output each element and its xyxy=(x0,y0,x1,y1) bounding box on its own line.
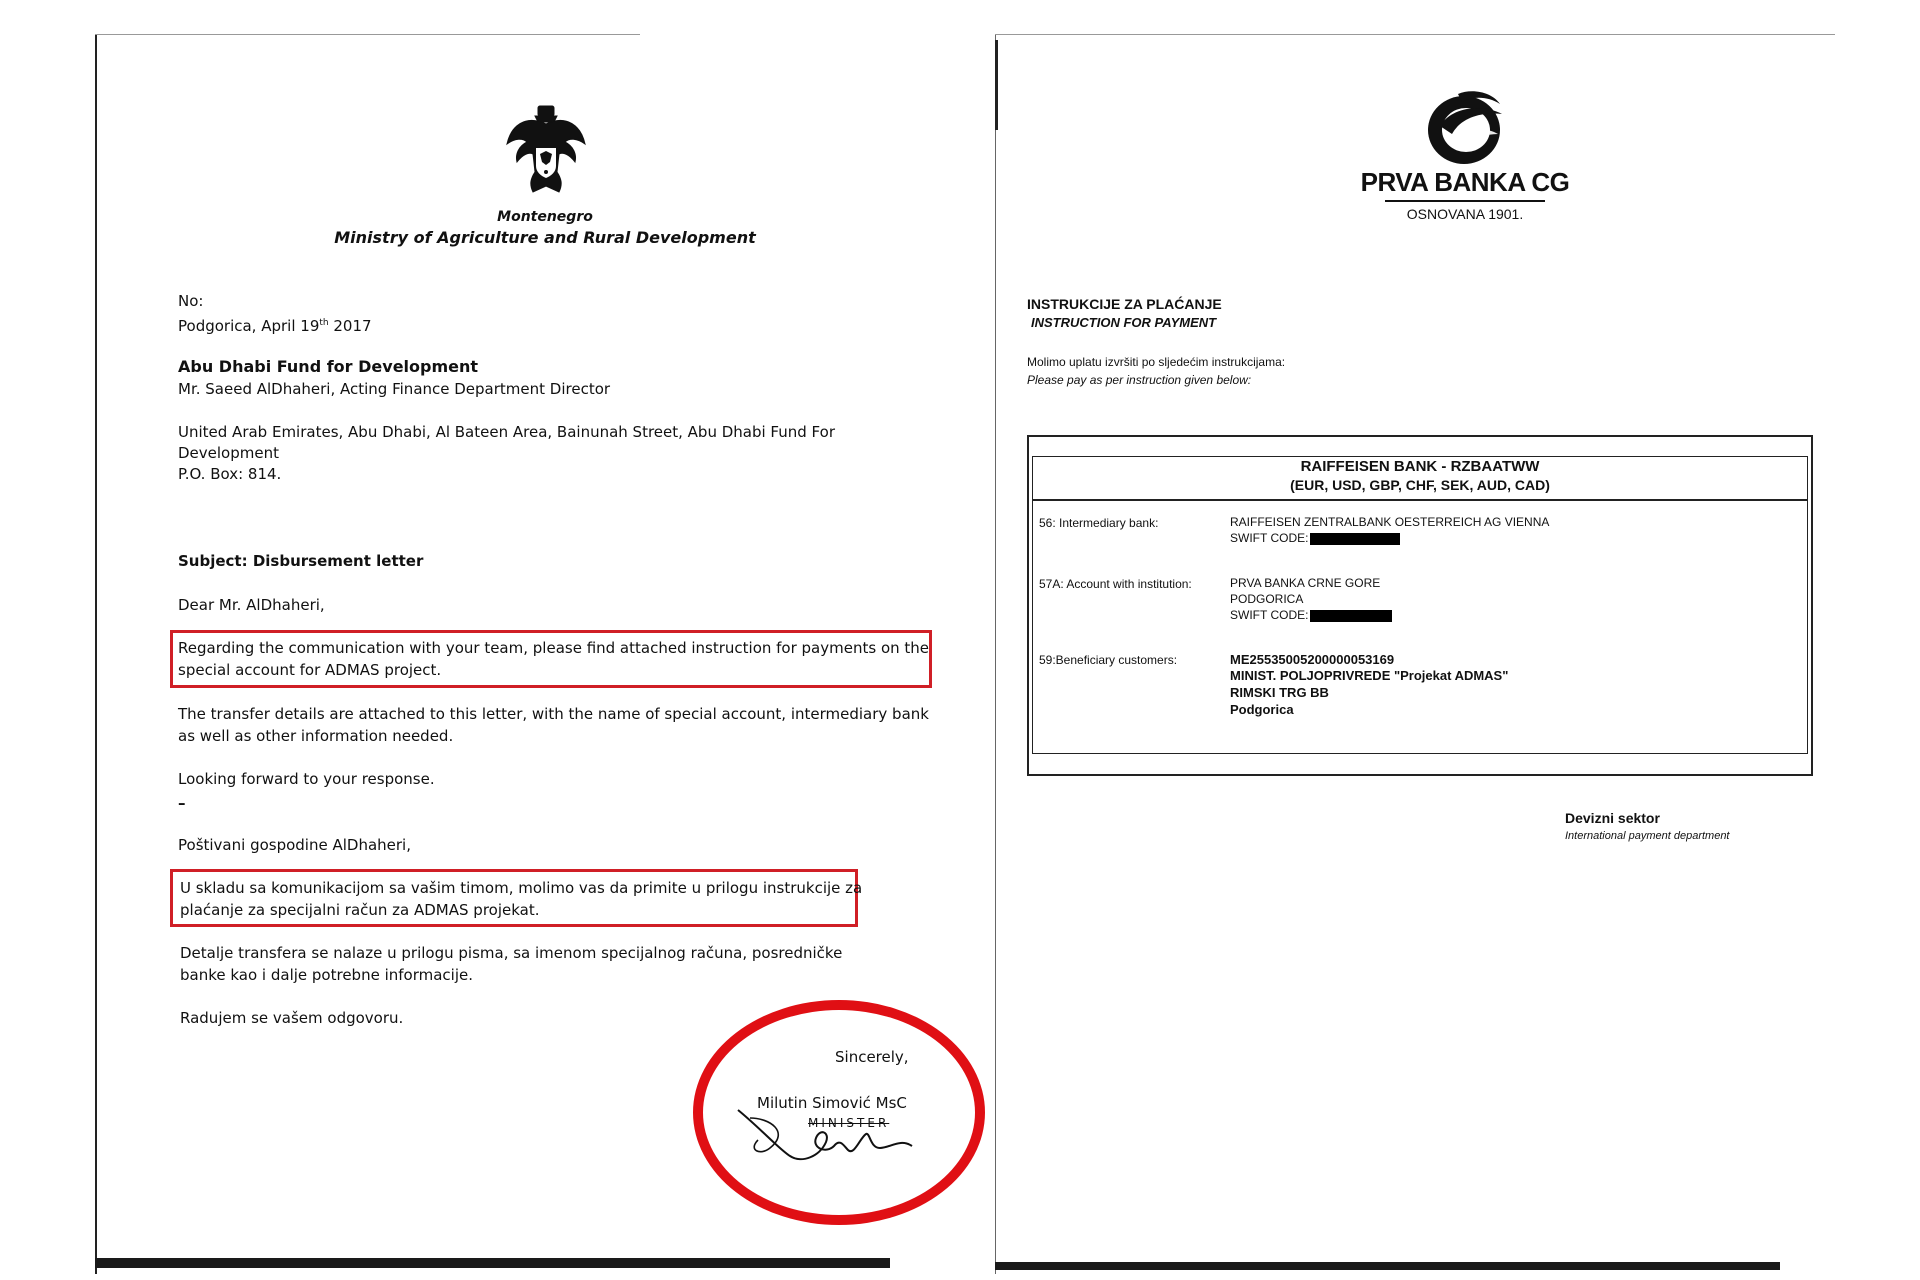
bank-instruction-page xyxy=(995,0,1920,1280)
recipient-po-box: P.O. Box: 814. xyxy=(178,465,282,483)
row-beneficiary-account: ME25535005200000053169 xyxy=(1230,652,1395,667)
row-account-institution-label: 57A: Account with institution: xyxy=(1039,577,1192,591)
intro-english: Please pay as per instruction given below: xyxy=(1027,373,1252,387)
bank-founded: OSNOVANA 1901. xyxy=(1406,206,1524,222)
paragraph-montenegrin-2-line2: banke kao i dalje potrebne informacije. xyxy=(180,966,473,984)
row-account-institution-swift: SWIFT CODE: xyxy=(1230,607,1392,623)
signer-title: MINISTER xyxy=(808,1116,890,1130)
scan-edge-left-dark xyxy=(995,40,998,130)
letter-date: Podgorica, April 19th 2017 xyxy=(178,317,372,335)
bank-name: PRVA BANKA CG xyxy=(1360,167,1570,197)
recipient-address-line2: Development xyxy=(178,444,279,462)
row-beneficiary-city: Podgorica xyxy=(1230,702,1294,717)
closing-english: Looking forward to your response. xyxy=(178,770,435,788)
letterhead-ministry: Ministry of Agriculture and Rural Development xyxy=(334,228,756,247)
intro-montenegrin: Molimo uplatu izvršiti po sljedećim instrukcijama: xyxy=(1027,355,1286,369)
scan-edge-top xyxy=(995,34,1835,35)
paragraph-english-1-line2: special account for ADMAS project. xyxy=(178,661,442,679)
paragraph-english-2-line1: The transfer details are attached to this letter, with the name of special account, intermediary bank xyxy=(178,705,929,723)
recipient-address-line1: United Arab Emirates, Abu Dhabi, Al Bateen Area, Bainunah Street, Abu Dhabi Fund For xyxy=(178,423,835,441)
row-intermediary-swift: SWIFT CODE: xyxy=(1230,530,1400,546)
sincerely-text: Sincerely, xyxy=(835,1048,909,1066)
row-beneficiary-name: MINIST. POLJOPRIVREDE "Projekat ADMAS" xyxy=(1230,668,1509,683)
salutation-english: Dear Mr. AlDhaheri, xyxy=(178,596,325,614)
instruction-title-english: INSTRUCTION FOR PAYMENT xyxy=(1031,315,1217,330)
prva-banka-logo-icon xyxy=(1422,86,1506,168)
row-account-institution-line2: PODGORICA xyxy=(1230,592,1304,606)
paragraph-montenegrin-1-line1: U skladu sa komunikacijom sa vašim timom, molimo vas da primite u prilogu instrukcije za xyxy=(180,879,863,897)
scan-edge-bottom xyxy=(95,1258,890,1268)
recipient-person: Mr. Saeed AlDhaheri, Acting Finance Department Director xyxy=(178,380,611,398)
row-account-institution-line1: PRVA BANKA CRNE GORE xyxy=(1230,576,1381,590)
redacted-swift-code xyxy=(1310,610,1392,622)
handwritten-signature-icon xyxy=(730,1098,920,1170)
paragraph-montenegrin-2-line1: Detalje transfera se nalaze u prilogu pisma, sa imenom specijalnog računa, posredničke xyxy=(180,944,843,962)
scan-edge-bottom xyxy=(995,1262,1780,1270)
montenegro-coat-of-arms-icon xyxy=(505,104,587,196)
row-beneficiary-street: RIMSKI TRG BB xyxy=(1230,685,1329,700)
letter-number: No: xyxy=(178,292,204,310)
row-intermediary-label: 56: Intermediary bank: xyxy=(1039,516,1159,530)
intermediary-bank-name: RAIFFEISEN BANK - RZBAATWW xyxy=(1300,458,1540,475)
supported-currencies: (EUR, USD, GBP, CHF, SEK, AUD, CAD) xyxy=(1290,477,1550,493)
instruction-title-montenegrin: INSTRUKCIJE ZA PLAĆANJE xyxy=(1027,296,1222,312)
scan-edge-top xyxy=(95,34,640,35)
letterhead-country: Montenegro xyxy=(497,209,593,225)
redacted-swift-code xyxy=(1310,533,1400,545)
salutation-montenegrin: Poštivani gospodine AlDhaheri, xyxy=(178,836,411,854)
letter-subject: Subject: Disbursement letter xyxy=(178,552,424,570)
separator-dash: – xyxy=(178,794,186,812)
row-beneficiary-label: 59:Beneficiary customers: xyxy=(1039,653,1178,667)
closing-montenegrin: Radujem se vašem odgovoru. xyxy=(180,1009,404,1027)
scan-edge-left xyxy=(995,34,996,1274)
paragraph-english-1-line1: Regarding the communication with your team, please find attached instruction for payments on the xyxy=(178,639,930,657)
row-intermediary-line1: RAIFFEISEN ZENTRALBANK OESTERREICH AG VIENNA xyxy=(1230,515,1550,529)
department-montenegrin: Devizni sektor xyxy=(1565,810,1660,826)
recipient-organization: Abu Dhabi Fund for Development xyxy=(178,357,479,376)
signer-name: Milutin Simović MsC xyxy=(757,1094,907,1112)
department-english: International payment department xyxy=(1565,830,1730,842)
paragraph-english-2-line2: as well as other information needed. xyxy=(178,727,454,745)
bank-rows-box xyxy=(1032,500,1808,754)
paragraph-montenegrin-1-line2: plaćanje za specijalni račun za ADMAS projekat. xyxy=(180,901,540,919)
bank-name-underline xyxy=(1385,200,1545,202)
